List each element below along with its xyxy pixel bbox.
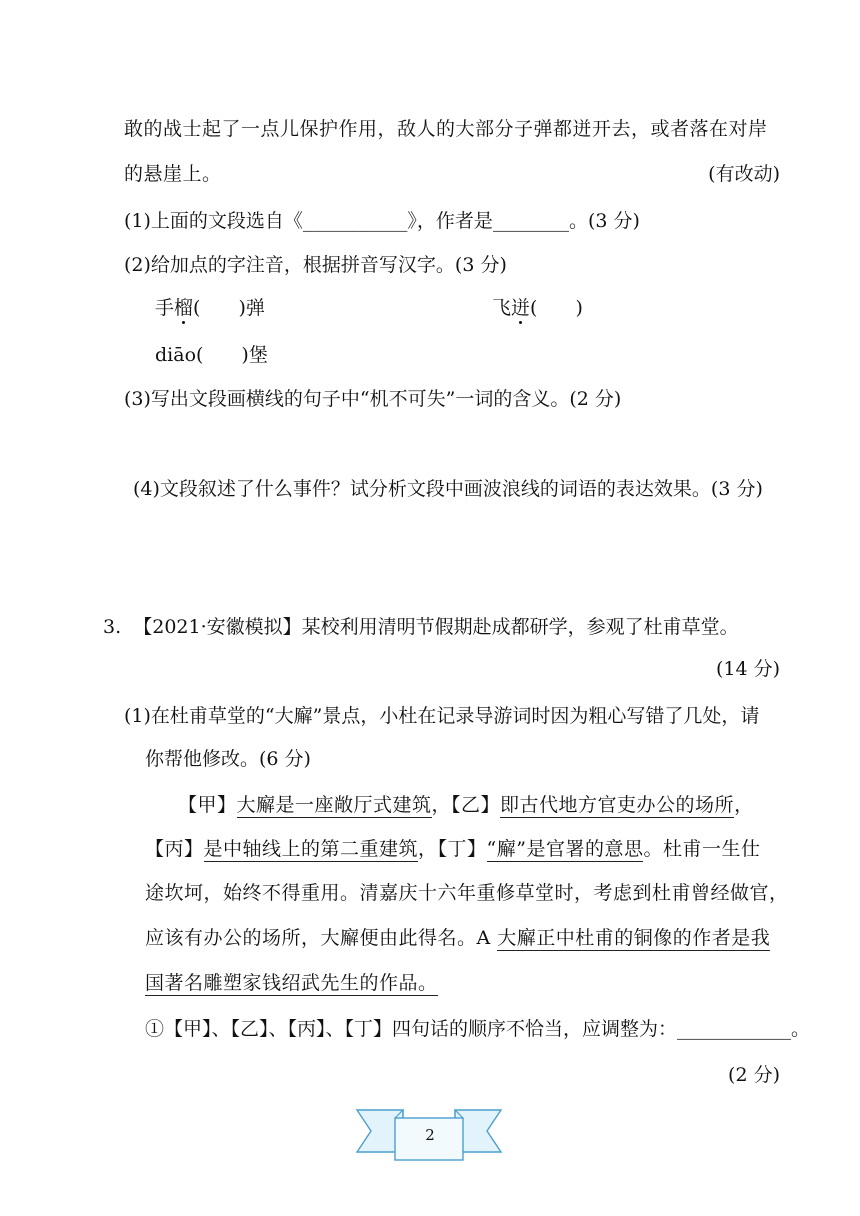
tour-text-line-4 — [145, 925, 770, 951]
label-ding: ，【丁】 — [418, 838, 487, 860]
sentence-ding: “廨”是官署的意思 — [486, 838, 644, 860]
passage-line-1: 敢的战士起了一点儿保护作用，敌人的大部分子弹都迸开去，或者落在对岸 — [124, 118, 768, 140]
sentence-a-part-2: 国著名雕塑家钱绍武先生的作品。 — [145, 972, 438, 994]
question-1 — [124, 208, 640, 234]
passage-line-2: 的悬崖上。 — [124, 163, 222, 185]
q2-item-3: diāo( )堡 — [155, 344, 268, 366]
tour-text-line-5 — [145, 970, 438, 996]
question-2: (2)给加点的字注音，根据拼音写汉字。(3 分) — [124, 254, 507, 276]
question-3: (3)写出文段画横线的句子中“机不可失”一词的含义。(2 分) — [124, 388, 622, 410]
label-yi: ，【乙】 — [431, 794, 501, 816]
item-1-blank: ____________ — [677, 1018, 792, 1040]
source-note: (有改动) — [708, 163, 780, 185]
tour-text-line-3: 途坎坷，始终不得重用。清嘉庆十六年重修草堂时，考虑到杜甫曾经做官， — [145, 882, 789, 904]
q1-mid: 》，作者是 — [407, 210, 493, 232]
question-4: (4)文段叙述了什么事件？试分析文段中画波浪线的词语的表达效果。(3 分) — [133, 478, 763, 500]
q2-item1-pre: 手 — [155, 297, 175, 319]
q2-item2-dotted-char: 迸 — [511, 297, 531, 319]
comma: ， — [734, 794, 754, 816]
q1-blank-title: ___________ — [302, 210, 408, 232]
sub-question-1-line-1: (1)在杜甫草堂的“大廨”景点，小杜在记录导游词时因为粗心写错了几处，请 — [124, 705, 760, 727]
line-2-end: 。杜甫一生仕 — [643, 838, 761, 860]
sentence-yi: 即古代地方官吏办公的场所 — [500, 794, 735, 816]
tour-text-line-1 — [178, 792, 754, 818]
q1-blank-author: ________ — [492, 210, 569, 232]
item-1-score: (2 分) — [728, 1064, 780, 1086]
q1-suffix: 。(3 分) — [568, 210, 640, 232]
page-number: 2 — [425, 1126, 435, 1144]
item-1-text: ①【甲】、【乙】、【丙】、【丁】四句话的顺序不恰当，应调整为： — [145, 1018, 678, 1040]
q2-item1-dotted-char: 榴 — [174, 297, 194, 319]
tour-text-line-2 — [145, 836, 761, 862]
line-4-pre: 应该有办公的场所，大廨便由此得名。A — [145, 927, 498, 949]
label-bing: 【丙】 — [145, 838, 204, 860]
q2-item2-pre: 飞 — [492, 297, 512, 319]
sentence-bing: 是中轴线上的第二重建筑 — [203, 838, 419, 860]
q2-item-2 — [492, 295, 583, 321]
section-3-score: (14 分) — [715, 658, 780, 680]
q2-item2-post: ( ) — [530, 297, 583, 319]
q1-prefix: (1)上面的文段选自《 — [124, 210, 303, 232]
sub-question-1-line-2: 你帮他修改。(6 分) — [145, 748, 311, 770]
sentence-jia: 大廨是一座敞厅式建筑 — [236, 794, 432, 816]
sentence-a-part-1: 大廨正中杜甫的铜像的作者是我 — [497, 927, 771, 949]
section-number: 3. — [103, 616, 122, 638]
section-3-heading — [103, 614, 739, 640]
label-jia: 【甲】 — [178, 794, 237, 816]
item-1 — [145, 1016, 810, 1042]
q2-item1-post: ( )弹 — [193, 297, 265, 319]
item-1-end: 。 — [791, 1018, 811, 1040]
q2-item-1 — [155, 295, 265, 321]
section-title: 【2021·安徽模拟】某校利用清明节假期赴成都研学，参观了杜甫草堂。 — [133, 616, 739, 638]
